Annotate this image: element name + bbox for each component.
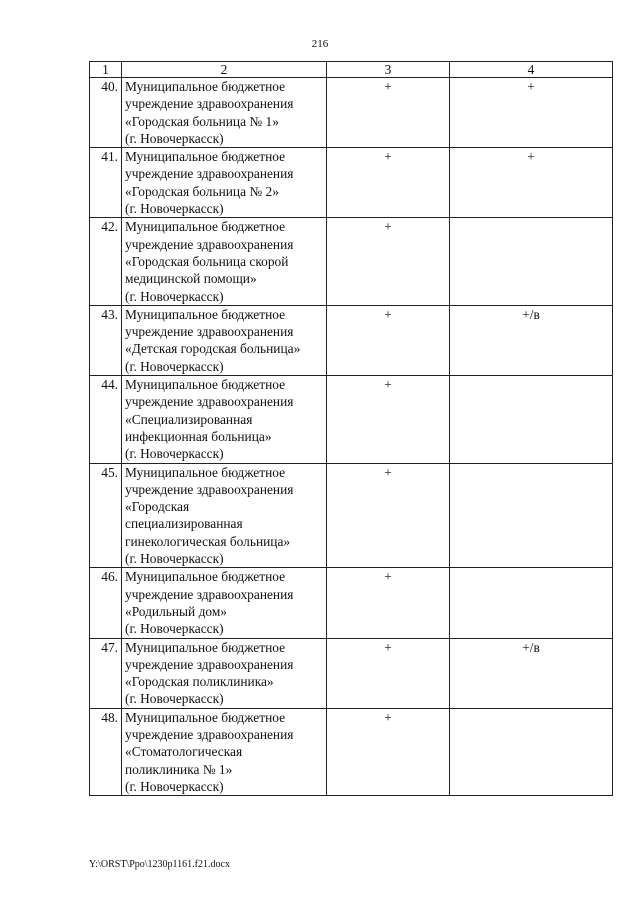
col-4-mark: + (450, 148, 613, 218)
institution-name (122, 376, 327, 463)
institution-name-line: «Городская больница скорой (125, 253, 289, 269)
col-3-mark: + (327, 305, 450, 375)
col-3-mark: + (327, 218, 450, 305)
institution-name-line: учреждение здравоохранения (125, 96, 294, 112)
col-4-mark (450, 568, 613, 638)
institution-name-line: (г. Новочеркасск) (125, 358, 224, 374)
table-row (90, 218, 613, 305)
institution-name (122, 638, 327, 708)
institution-name (122, 568, 327, 638)
col-3-mark: + (327, 568, 450, 638)
institution-name-line: учреждение здравоохранения (125, 394, 294, 410)
institution-name-line: Муниципальное бюджетное (125, 79, 286, 94)
institution-name (122, 463, 327, 568)
institution-name-line: учреждение здравоохранения (125, 236, 294, 252)
institution-name-line: Муниципальное бюджетное (125, 464, 286, 480)
page-number: 216 (311, 38, 329, 50)
institution-name-line: (г. Новочеркасск) (125, 778, 224, 794)
institution-name (122, 305, 327, 375)
footer-file-path: Y:\ORST\Ppo\1230p1161.f21.docx (89, 859, 230, 870)
table-row (90, 148, 613, 218)
institution-name-line: «Городская больница № 2» (125, 183, 279, 199)
institution-name-line: (г. Новочеркасск) (125, 288, 224, 304)
institution-name-line: поликлиника № 1» (125, 761, 233, 777)
institution-name-line: учреждение здравоохранения (125, 324, 294, 340)
institution-name-line: Муниципальное бюджетное (125, 709, 286, 725)
table-row (90, 305, 613, 375)
institution-name-line: «Городская больница № 1» (125, 113, 279, 129)
row-number: 40. (90, 78, 122, 148)
row-number: 45. (90, 463, 122, 568)
col-4-mark: +/в (450, 638, 613, 708)
table-row (90, 568, 613, 638)
row-number: 44. (90, 376, 122, 463)
institution-name-line: Муниципальное бюджетное (125, 377, 286, 393)
institution-name (122, 708, 327, 795)
institution-name-line: гинекологическая больница» (125, 533, 291, 549)
row-number: 42. (90, 218, 122, 305)
institution-name-line: «Городская (125, 499, 190, 515)
row-number: 46. (90, 568, 122, 638)
col-4-mark (450, 708, 613, 795)
col-4-mark (450, 376, 613, 463)
institution-name-line: «Детская городская больница» (125, 341, 301, 357)
institution-name-line: Муниципальное бюджетное (125, 219, 286, 235)
header-col-2: 2 (122, 62, 327, 78)
institution-name-line: (г. Новочеркасск) (125, 691, 224, 707)
table-row (90, 78, 613, 148)
institution-name-line: учреждение здравоохранения (125, 586, 294, 602)
institutions-table (89, 61, 613, 796)
table-row (90, 708, 613, 795)
row-number: 41. (90, 148, 122, 218)
institution-name-line: инфекционная больница» (125, 428, 272, 444)
institution-name-line: учреждение здравоохранения (125, 656, 294, 672)
institution-name-line: «Родильный дом» (125, 603, 227, 619)
col-3-mark: + (327, 78, 450, 148)
table-body (90, 78, 613, 796)
col-3-mark: + (327, 148, 450, 218)
institution-name-line: (г. Новочеркасск) (125, 446, 224, 462)
col-3-mark: + (327, 376, 450, 463)
institution-name-line: учреждение здравоохранения (125, 166, 294, 182)
institution-name-line: специализированная (125, 516, 243, 532)
institution-name-line: «Городская поликлиника» (125, 674, 274, 690)
institution-name-line: Муниципальное бюджетное (125, 569, 286, 585)
institution-name (122, 218, 327, 305)
col-3-mark: + (327, 638, 450, 708)
institution-name-line: Муниципальное бюджетное (125, 149, 286, 165)
col-3-mark: + (327, 708, 450, 795)
institution-name-line: (г. Новочеркасск) (125, 130, 224, 146)
col-4-mark: + (450, 78, 613, 148)
institution-name-line: Муниципальное бюджетное (125, 639, 286, 655)
table-row (90, 638, 613, 708)
row-number: 43. (90, 305, 122, 375)
institution-name-line: «Стоматологическая (125, 744, 243, 760)
table-header-row (90, 62, 613, 78)
row-number: 47. (90, 638, 122, 708)
institution-name-line: (г. Новочеркасск) (125, 551, 224, 567)
header-col-3: 3 (327, 62, 450, 78)
institution-name (122, 78, 327, 148)
institution-name-line: Муниципальное бюджетное (125, 306, 286, 322)
table-row (90, 463, 613, 568)
institution-name-line: учреждение здравоохранения (125, 726, 294, 742)
col-4-mark (450, 218, 613, 305)
institution-name (122, 148, 327, 218)
institution-name-line: учреждение здравоохранения (125, 481, 294, 497)
institution-name-line: медицинской помощи» (125, 271, 257, 287)
col-3-mark: + (327, 463, 450, 568)
row-number: 48. (90, 708, 122, 795)
institution-name-line: (г. Новочеркасск) (125, 621, 224, 637)
institution-name-line: «Специализированная (125, 411, 253, 427)
table-row (90, 376, 613, 463)
institution-name-line: (г. Новочеркасск) (125, 201, 224, 217)
header-col-1: 1 (90, 62, 122, 78)
col-4-mark: +/в (450, 305, 613, 375)
header-col-4: 4 (450, 62, 613, 78)
col-4-mark (450, 463, 613, 568)
